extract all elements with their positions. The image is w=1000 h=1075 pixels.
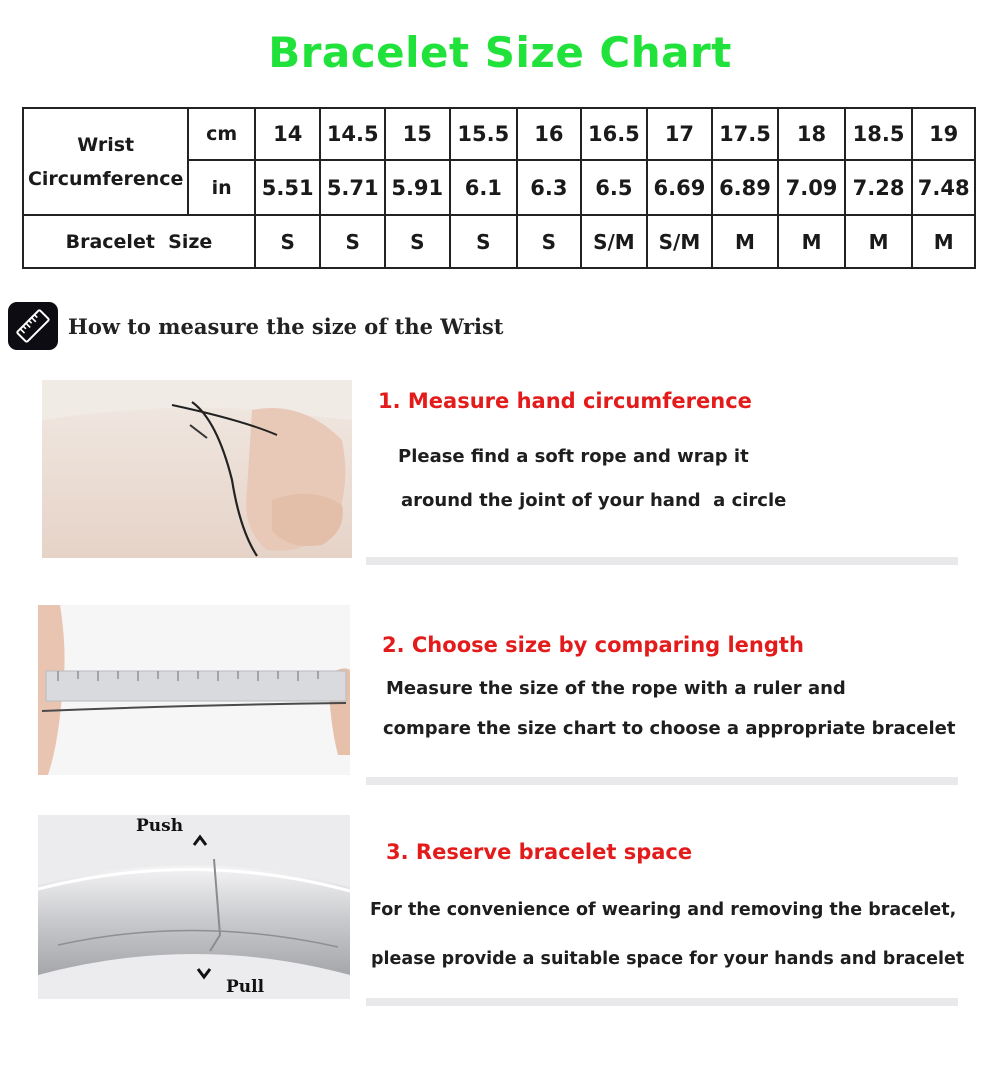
ruler-photo — [38, 605, 350, 775]
pull-label: Pull — [226, 977, 265, 997]
size-cell: S/M — [647, 215, 712, 268]
in-cell: 6.5 — [581, 160, 648, 215]
in-cell: 5.91 — [385, 160, 450, 215]
in-cell: 7.28 — [845, 160, 913, 215]
cm-cell: 19 — [912, 108, 975, 160]
cm-cell: 18.5 — [845, 108, 913, 160]
step-2-line2: compare the size chart to choose a appropriate bracelet — [383, 718, 956, 739]
measure-heading — [8, 302, 504, 350]
wrist-label-line1: Wrist — [77, 133, 135, 156]
step-2-divider — [366, 777, 958, 785]
in-cell: 7.48 — [912, 160, 975, 215]
push-label: Push — [136, 816, 184, 836]
cm-cell: 15 — [385, 108, 450, 160]
cm-row — [23, 108, 975, 160]
size-chart-table — [22, 107, 976, 269]
pull-arrow-icon — [194, 964, 214, 984]
in-cell: 5.51 — [255, 160, 321, 215]
in-cell: 6.1 — [450, 160, 518, 215]
step-3-line2: please provide a suitable space for your hands and bracelet — [371, 949, 965, 969]
size-cell: S — [517, 215, 581, 268]
bracelet-size-label: Bracelet Size — [23, 215, 255, 268]
cm-cell: 17.5 — [712, 108, 779, 160]
cm-cell: 16.5 — [581, 108, 648, 160]
cm-cell: 17 — [647, 108, 712, 160]
size-cell: S/M — [581, 215, 648, 268]
measure-title: How to measure the size of the Wrist — [68, 313, 504, 339]
in-cell: 6.3 — [517, 160, 581, 215]
cm-cell: 15.5 — [450, 108, 518, 160]
step-1-line1: Please find a soft rope and wrap it — [398, 446, 749, 467]
size-cell: M — [712, 215, 779, 268]
size-cell: S — [450, 215, 518, 268]
in-cell: 7.09 — [778, 160, 845, 215]
size-cell: M — [778, 215, 845, 268]
in-cell: 6.89 — [712, 160, 779, 215]
cm-cell: 14 — [255, 108, 321, 160]
step-1-title: 1. Measure hand circumference — [378, 389, 752, 413]
step-2-title: 2. Choose size by comparing length — [382, 633, 804, 657]
wrist-circumference-label — [23, 108, 188, 215]
step-3-divider — [366, 998, 958, 1006]
ruler-icon — [8, 302, 58, 350]
size-cell: S — [320, 215, 385, 268]
unit-cm: cm — [188, 108, 255, 160]
size-row — [23, 215, 975, 268]
step-1-divider — [366, 557, 958, 565]
step-3-line1: For the convenience of wearing and removing the bracelet, — [370, 900, 957, 920]
wrist-label-line2: Circumference — [27, 167, 184, 190]
size-cell: S — [385, 215, 450, 268]
in-cell: 6.69 — [647, 160, 712, 215]
wrist-rope-photo — [42, 380, 352, 558]
page-title: Bracelet Size Chart — [268, 28, 732, 77]
size-cell: M — [845, 215, 913, 268]
cm-cell: 16 — [517, 108, 581, 160]
step-3-title: 3. Reserve bracelet space — [386, 840, 693, 864]
size-cell: S — [255, 215, 321, 268]
step-2-line1: Measure the size of the rope with a ruler and — [386, 678, 846, 699]
size-cell: M — [912, 215, 975, 268]
in-cell: 5.71 — [320, 160, 385, 215]
unit-in: in — [188, 160, 255, 215]
push-arrow-icon — [190, 830, 210, 850]
step-1-line2: around the joint of your hand a circle — [401, 490, 787, 511]
cm-cell: 18 — [778, 108, 845, 160]
cm-cell: 14.5 — [320, 108, 385, 160]
